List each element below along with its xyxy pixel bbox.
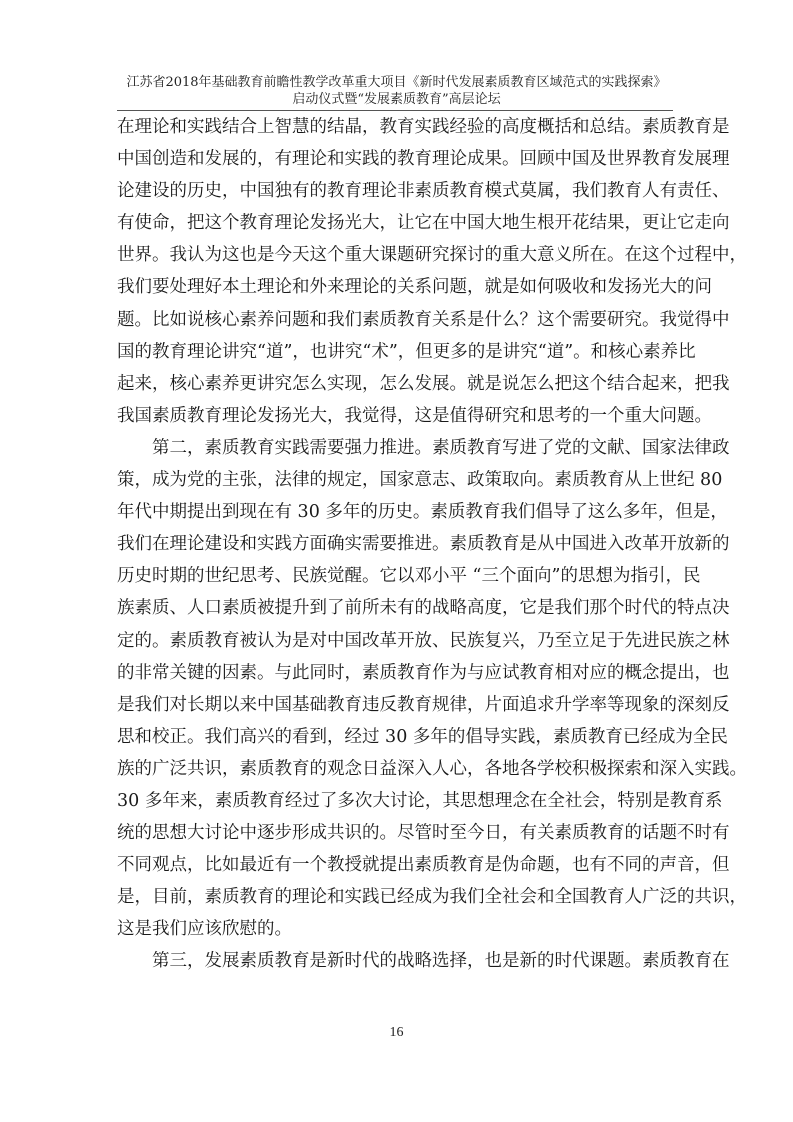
text-line: 是，目前，素质教育的理论和实践已经成为我们全社会和全国教育人广泛的共识， xyxy=(117,887,747,908)
text-line: 这是我们应该欣慰的。 xyxy=(117,919,292,940)
text-line: 统的思想大讨论中逐步形成共识的。尽管时至今日，有关素质教育的话题不时有 xyxy=(117,823,730,844)
text-line: 族的广泛共识，素质教育的观念日益深入人心，各地各学校积极探索和深入实践。 xyxy=(117,758,747,779)
text-line: 历史时期的世纪思考、民族觉醒。它以邓小平 “三个面向”的思想为指引，民 xyxy=(117,566,701,587)
text-line: 起来，核心素养更讲究怎么实现，怎么发展。就是说怎么把这个结合起来，把我 xyxy=(117,373,730,394)
text-line: 有使命，把这个教育理论发扬光大，让它在中国大地生根开花结果，更让它走向 xyxy=(117,213,730,234)
text-line: 30 多年来，素质教育经过了多次大讨论，其思想理念在全社会，特别是教育系 xyxy=(117,790,723,811)
text-line: 在理论和实践结合上智慧的结晶，教育实践经验的高度概括和总结。素质教育是 xyxy=(117,117,730,137)
text-line: 第二，素质教育实践需要强力推进。素质教育写进了党的文献、国家法律政 xyxy=(152,437,730,458)
text-line: 国的教育理论讲究“道”，也讲究“术”，但更多的是讲究“道”。和核心素养比 xyxy=(117,341,696,362)
text-line: 论建设的历史，中国独有的教育理论非素质教育模式莫属，我们教育人有责任、 xyxy=(117,181,730,202)
text-line: 世界。我认为这也是今天这个重大课题研究探讨的重大意义所在。在这个过程中， xyxy=(117,245,747,266)
text-line: 题。比如说核心素养问题和我们素质教育关系是什么？这个需要研究。我觉得中 xyxy=(117,309,730,330)
text-line: 不同观点，比如最近有一个教授就提出素质教育是伪命题，也有不同的声音，但 xyxy=(117,855,730,876)
text-line: 族素质、人口素质被提升到了前所未有的战略高度，它是我们那个时代的特点决 xyxy=(117,598,730,619)
text-line: 第三，发展素质教育是新时代的战略选择，也是新的时代课题。素质教育在 xyxy=(152,951,730,972)
text-line: 我们在理论建设和实践方面确实需要推进。素质教育是从中国进入改革开放新的 xyxy=(117,534,730,555)
text-line: 定的。素质教育被认为是对中国改革开放、民族复兴，乃至立足于先进民族之林 xyxy=(117,630,730,651)
text-line: 我们要处理好本土理论和外来理论的关系问题，就是如何吸收和发扬光大的问 xyxy=(117,277,712,298)
header-line-1: 江苏省2018年基础教育前瞻性教学改革重大项目《新时代发展素质教育区域范式的实践探索》 xyxy=(126,75,667,90)
text-line: 的非常关键的因素。与此同时，素质教育作为与应试教育相对应的概念提出，也 xyxy=(117,662,730,683)
text-line: 我国素质教育理论发扬光大，我觉得，这是值得研究和思考的一个重大问题。 xyxy=(117,405,712,426)
running-header xyxy=(0,74,793,108)
body-text xyxy=(117,111,747,978)
text-line: 策，成为党的主张，法律的规定，国家意志、政策取向。素质教育从上世纪 80 xyxy=(117,470,723,491)
text-line: 思和校正。我们高兴的看到，经过 30 多年的倡导实践，素质教育已经成为全民 xyxy=(117,726,728,747)
text-line: 是我们对长期以来中国基础教育违反教育规律，片面追求升学率等现象的深刻反 xyxy=(117,694,730,715)
text-line: 年代中期提出到现在有 30 多年的历史。素质教育我们倡导了这么多年，但是， xyxy=(117,502,728,523)
header-line-2: 启动仪式暨“发展素质教育”高层论坛 xyxy=(292,92,501,107)
page-number: 16 xyxy=(389,1025,404,1040)
text-line: 中国创造和发展的，有理论和实践的教育理论成果。回顾中国及世界教育发展理 xyxy=(117,149,730,170)
